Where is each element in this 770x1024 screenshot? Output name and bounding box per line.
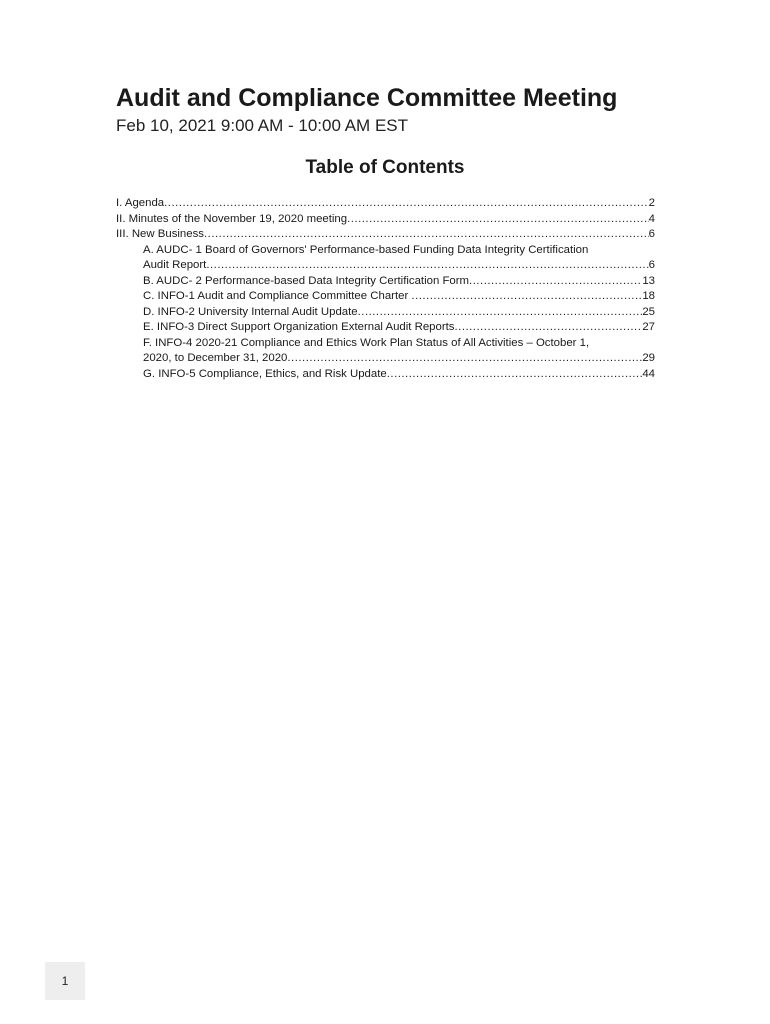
toc-item-page: 2 [648,197,655,209]
toc-item-label: C. INFO-1 Audit and Compliance Committee Charter [143,290,412,302]
toc-item-page: 18 [642,290,655,302]
dot-leader [454,320,642,336]
toc-item-info-2[interactable] [116,305,655,321]
toc-item-label-line2: 2020, to December 31, 2020 [143,352,288,364]
toc-item-page: 13 [642,274,655,287]
toc-item-agenda[interactable] [116,196,655,212]
toc-item-info-3[interactable] [116,320,655,336]
page-number: 1 [45,962,85,1000]
toc-item-label: III. New Business [116,228,204,240]
toc-item-label: I. Agenda [116,197,165,209]
toc-item-label-line2: Audit Report [143,259,207,271]
toc-heading: Table of Contents [305,157,465,178]
dot-leader [206,258,648,274]
dot-leader [358,305,643,321]
toc-item-label: B. AUDC- 2 Performance-based Data Integrity Certification Form [143,274,470,287]
dot-leader [411,289,642,305]
toc-item-label-line1: F. INFO-4 2020-21 Compliance and Ethics Work Plan Status of All Activities – October 1, [143,336,590,349]
toc-item-label: G. INFO-5 Compliance, Ethics, and Risk Update [143,367,387,380]
dot-leader [164,196,649,212]
dot-leader [287,351,642,367]
toc-item-info-5[interactable] [116,367,655,383]
dot-leader [204,227,649,243]
meeting-datetime: Feb 10, 2021 9:00 AM - 10:00 AM EST [116,116,409,135]
toc-item-label: II. Minutes of the November 19, 2020 meeting [116,212,348,225]
toc-item-label: D. INFO-2 University Internal Audit Update [143,305,358,318]
dot-leader [347,212,649,228]
document-title: Audit and Compliance Committee Meeting [116,84,618,112]
dot-leader [469,274,642,290]
toc-item-page: 27 [642,321,655,333]
toc-item-audc-1[interactable] [116,243,655,274]
toc-item-page: 4 [648,212,655,225]
toc-item-info-1[interactable] [116,289,655,305]
toc-item-page: 44 [642,367,655,380]
toc-item-page: 6 [648,228,655,240]
toc-item-page: 6 [648,259,655,271]
toc-item-page: 25 [642,305,655,318]
toc-item-label: E. INFO-3 Direct Support Organization External Audit Reports [143,321,455,333]
table-of-contents [116,196,655,382]
toc-item-info-4[interactable] [116,336,655,367]
dot-leader [387,367,643,383]
toc-item-page: 29 [642,352,655,364]
toc-item-minutes[interactable] [116,212,655,228]
toc-item-audc-2[interactable] [116,274,655,290]
toc-item-label-line1: A. AUDC- 1 Board of Governors' Performance-based Funding Data Integrity Certification [143,243,589,256]
toc-item-new-business[interactable] [116,227,655,243]
